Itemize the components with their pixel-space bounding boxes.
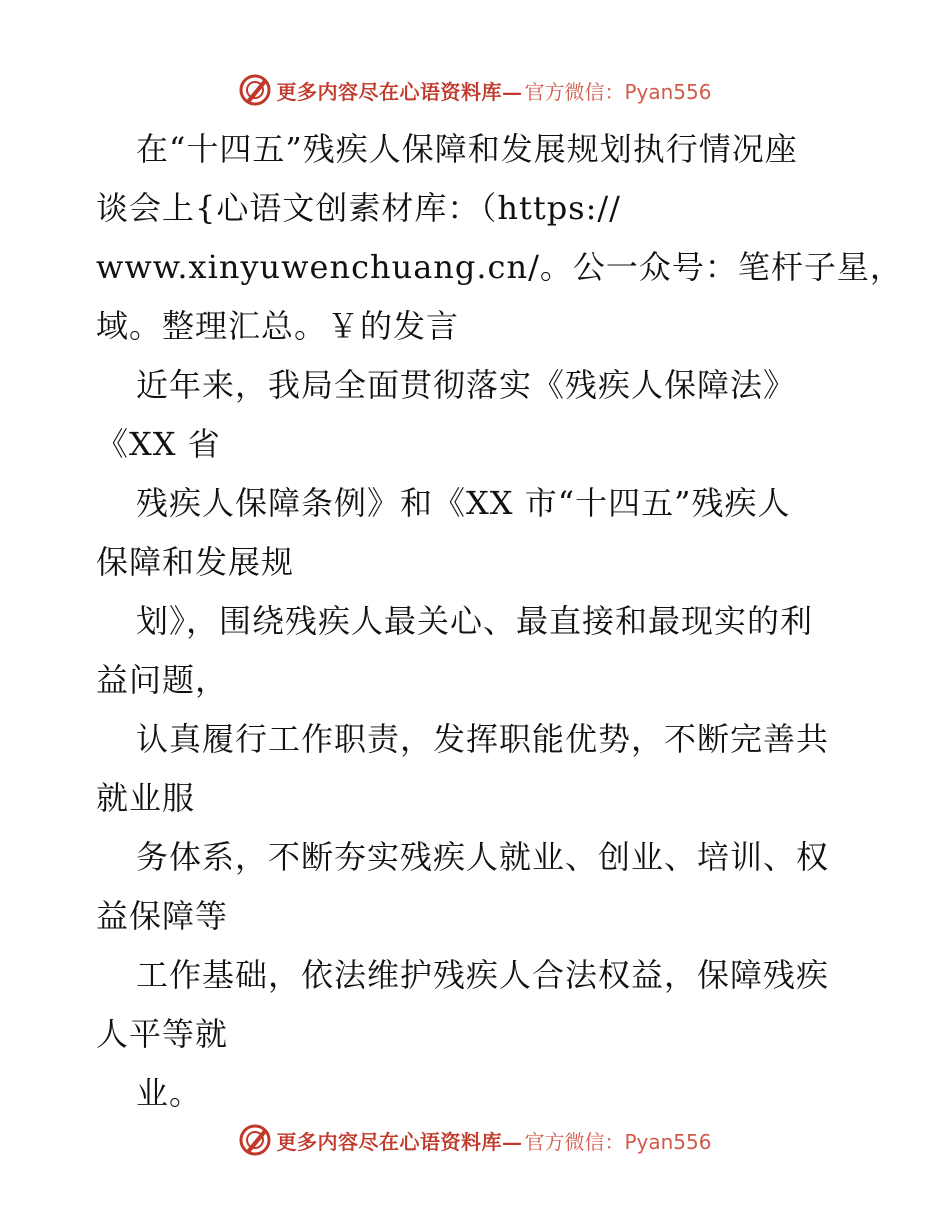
text-line: 人平等就	[96, 1015, 229, 1053]
text-line: 益问题，	[96, 661, 229, 699]
text-line: 在“十四五”残疾人保障和发展规划执行情况座	[136, 130, 798, 168]
text-line: www.xinyuwenchuang.cn/。公一众号：笔杆子星，	[96, 248, 903, 286]
text-line: 残疾人保障条例》和《XX 市“十四五”残疾人	[136, 484, 791, 522]
text-line: 就业服	[96, 779, 196, 817]
text-line: 务体系，不断夯实残疾人就业、创业、培训、权	[136, 838, 830, 876]
text-line: 谈会上{心语文创素材库：（https://	[96, 189, 621, 227]
text-line: 《XX 省	[96, 425, 221, 463]
text-line: 工作基础，依法维护残疾人合法权益，保障残疾	[136, 956, 830, 994]
banner-main-text: 更多内容尽在心语资料库—	[276, 1129, 523, 1154]
banner-wechat-text: 官方微信：Pyan556	[524, 79, 712, 104]
banner-main-text: 更多内容尽在心语资料库—	[276, 79, 523, 104]
footer-banner	[0, 1120, 950, 1160]
text-line: 保障和发展规	[96, 543, 295, 581]
pen-logo-icon	[238, 1123, 272, 1157]
banner-wechat-text: 官方微信：Pyan556	[524, 1129, 712, 1154]
text-line: 划》，围绕残疾人最关心、最直接和最现实的利	[136, 602, 814, 640]
text-line: 业。	[136, 1074, 203, 1112]
text-line: 域。整理汇总。￥的发言	[96, 307, 460, 345]
text-line: 益保障等	[96, 897, 229, 935]
header-banner	[0, 70, 950, 110]
document-body	[96, 120, 903, 1123]
text-line: 认真履行工作职责，发挥职能优势，不断完善共	[136, 720, 830, 758]
text-line: 近年来，我局全面贯彻落实《残疾人保障法》	[136, 366, 797, 404]
pen-logo-icon	[238, 73, 272, 107]
